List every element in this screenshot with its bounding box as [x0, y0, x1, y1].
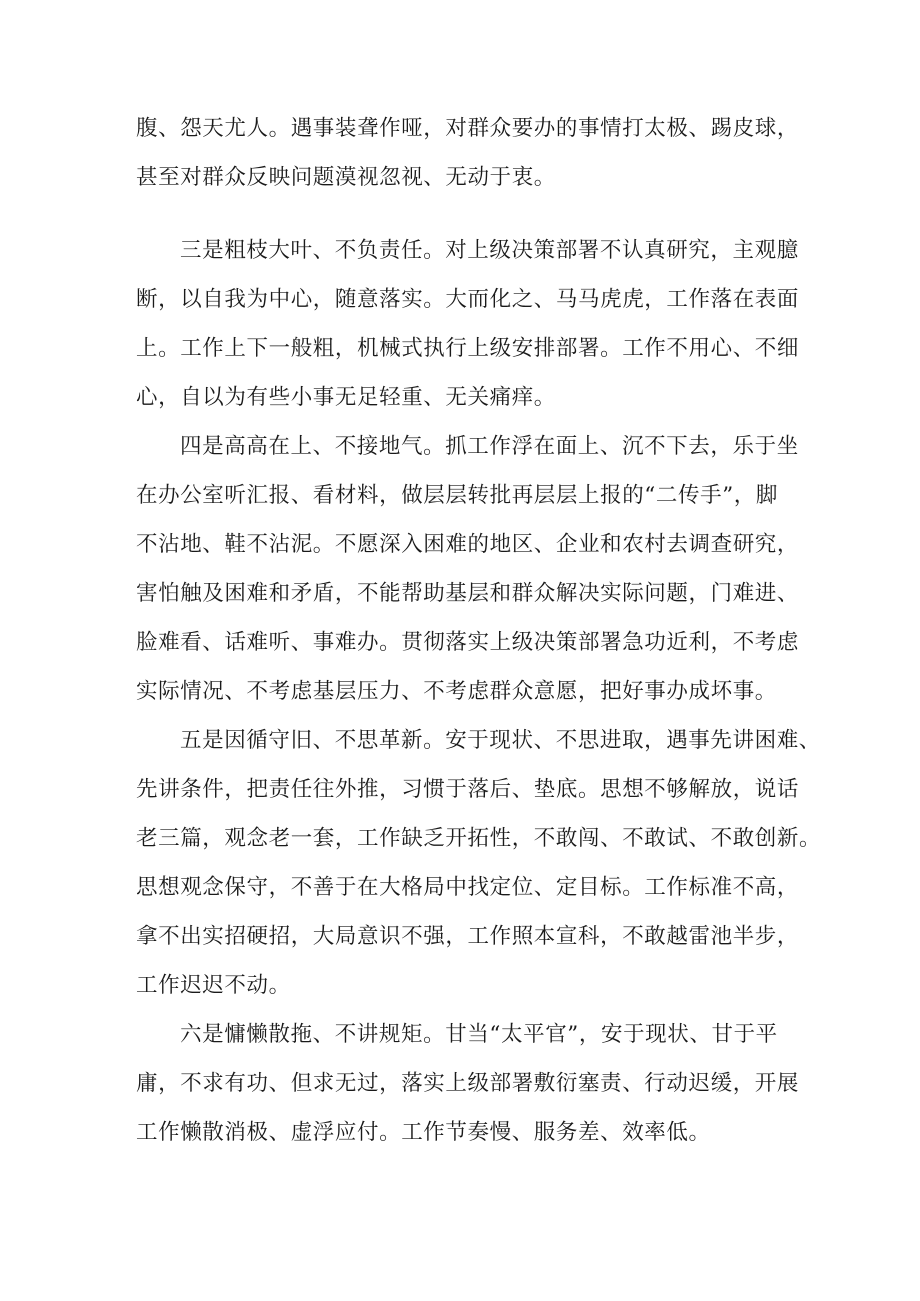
text-line: 四是高高在上、不接地气。抓工作浮在面上、沉不下去，乐于坐 — [180, 434, 799, 459]
text-line: 工作懒散消极、虚浮应付。工作节奏慢、服务差、效率低。 — [136, 1120, 711, 1145]
text-line: 庸，不求有功、但求无过，落实上级部署敷衍塞责、行动迟缓，开展 — [136, 1071, 800, 1096]
paragraph-continuation — [136, 104, 816, 202]
paragraph-point-four — [136, 422, 816, 716]
text-line: 老三篇，观念老一套，工作缺乏开拓性，不敢闯、不敢试、不敢创新。 — [136, 826, 822, 851]
text-line: 先讲条件，把责任往外推，习惯于落后、垫底。思想不够解放，说话 — [136, 777, 800, 802]
text-line: 思想观念保守，不善于在大格局中找定位、定目标。工作标准不高， — [136, 875, 800, 900]
text-line: 害怕触及困难和矛盾，不能帮助基层和群众解决实际问题，门难进、 — [136, 581, 800, 606]
text-line: 腹、怨天尤人。遇事装聋作哑，对群众要办的事情打太极、踢皮球， — [136, 116, 800, 141]
text-line: 脸难看、话难听、事难办。贯彻落实上级决策部署急功近利，不考虑 — [136, 630, 800, 655]
text-line: 工作迟迟不动。 — [136, 973, 291, 998]
text-line: 断，以自我为中心，随意落实。大而化之、马马虎虎，工作落在表面 — [136, 287, 800, 312]
text-line: 心，自以为有些小事无足轻重、无关痛痒。 — [136, 385, 556, 410]
text-line: 上。工作上下一般粗，机械式执行上级安排部署。工作不用心、不细 — [136, 336, 800, 361]
paragraph-point-five — [136, 716, 822, 1010]
text-line: 实际情况、不考虑基层压力、不考虑群众意愿，把好事办成坏事。 — [136, 679, 777, 704]
paragraph-point-six — [136, 1010, 816, 1157]
text-line: 六是慵懒散拖、不讲规矩。甘当“太平官”，安于现状、甘于平 — [180, 1022, 778, 1047]
text-line: 拿不出实招硬招，大局意识不强，工作照本宣科，不敢越雷池半步， — [136, 924, 800, 949]
text-line: 五是因循守旧、不思革新。安于现状、不思进取，遇事先讲困难、 — [180, 728, 821, 753]
paragraph-point-three — [136, 226, 816, 422]
text-line: 甚至对群众反映问题漠视忽视、无动于衷。 — [136, 165, 556, 190]
text-line: 三是粗枝大叶、不负责任。对上级决策部署不认真研究，主观臆 — [180, 238, 799, 263]
text-line: 在办公室听汇报、看材料，做层层转批再层层上报的“二传手”，脚 — [136, 483, 778, 508]
text-line: 不沾地、鞋不沾泥。不愿深入困难的地区、企业和农村去调查研究， — [136, 532, 800, 557]
